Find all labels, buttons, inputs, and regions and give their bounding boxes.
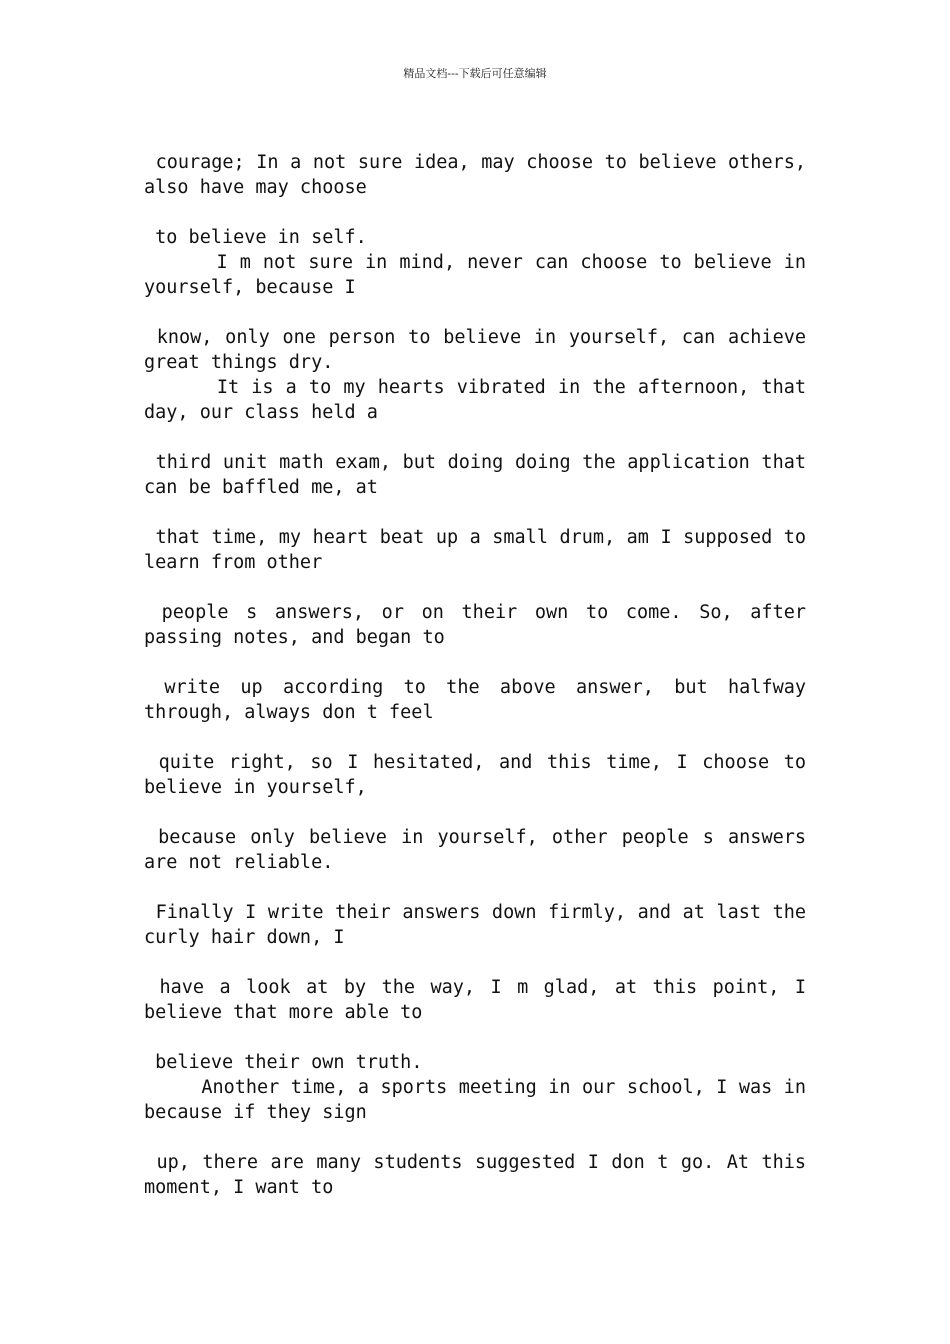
paragraph-14 [144, 1050, 806, 1075]
paragraph-text: to believe in self. [155, 227, 367, 248]
paragraph-2 [144, 225, 806, 250]
paragraph-text: third unit math exam, but doing doing the application that can be baffled me, at [144, 452, 806, 498]
paragraph-15 [144, 1075, 806, 1150]
paragraph-text: know, only one person to believe in yourself, can achieve great things dry. [144, 327, 806, 373]
paragraph-7 [144, 525, 806, 600]
paragraph-text: people s answers, or on their own to come. So, after passing notes, and began to [144, 602, 806, 648]
paragraph-text: courage; In a not sure idea, may choose to believe others, also have may choose [144, 152, 806, 198]
paragraph-13 [144, 975, 806, 1050]
paragraph-4 [144, 325, 806, 375]
paragraph-text: up, there are many students suggested I don t go. At this moment, I want to [144, 1152, 806, 1198]
paragraph-text: Another time, a sports meeting in our school, I was in because if they sign [144, 1077, 806, 1123]
paragraph-5 [144, 375, 806, 450]
paragraph-text: have a look at by the way, I m glad, at this point, I believe that more able to [144, 977, 807, 1023]
paragraph-text: I m not sure in mind, never can choose to believe in yourself, because I [144, 252, 807, 298]
paragraph-9 [144, 675, 806, 750]
paragraph-10 [144, 750, 806, 825]
document-body [144, 150, 806, 1200]
page-header: 精品文档---下载后可任意编辑 [403, 67, 547, 80]
paragraph-text: write up according to the above answer, but halfway through, always don t feel [144, 677, 806, 723]
paragraph-12 [144, 900, 806, 975]
paragraph-text: believe their own truth. [155, 1052, 423, 1073]
paragraph-1 [144, 150, 806, 225]
paragraph-text: It is a to my hearts vibrated in the afternoon, that day, our class held a [144, 377, 806, 423]
paragraph-3 [144, 250, 806, 325]
paragraph-text: because only believe in yourself, other people s answers are not reliable. [144, 827, 806, 873]
paragraph-16 [144, 1150, 806, 1200]
paragraph-text: that time, my heart beat up a small drum, am I supposed to learn from other [144, 527, 806, 573]
paragraph-text: quite right, so I hesitated, and this time, I choose to believe in yourself, [144, 752, 806, 798]
paragraph-11 [144, 825, 806, 900]
paragraph-6 [144, 450, 806, 525]
paragraph-text: Finally I write their answers down firmly, and at last the curly hair down, I [144, 902, 806, 948]
paragraph-8 [144, 600, 806, 675]
